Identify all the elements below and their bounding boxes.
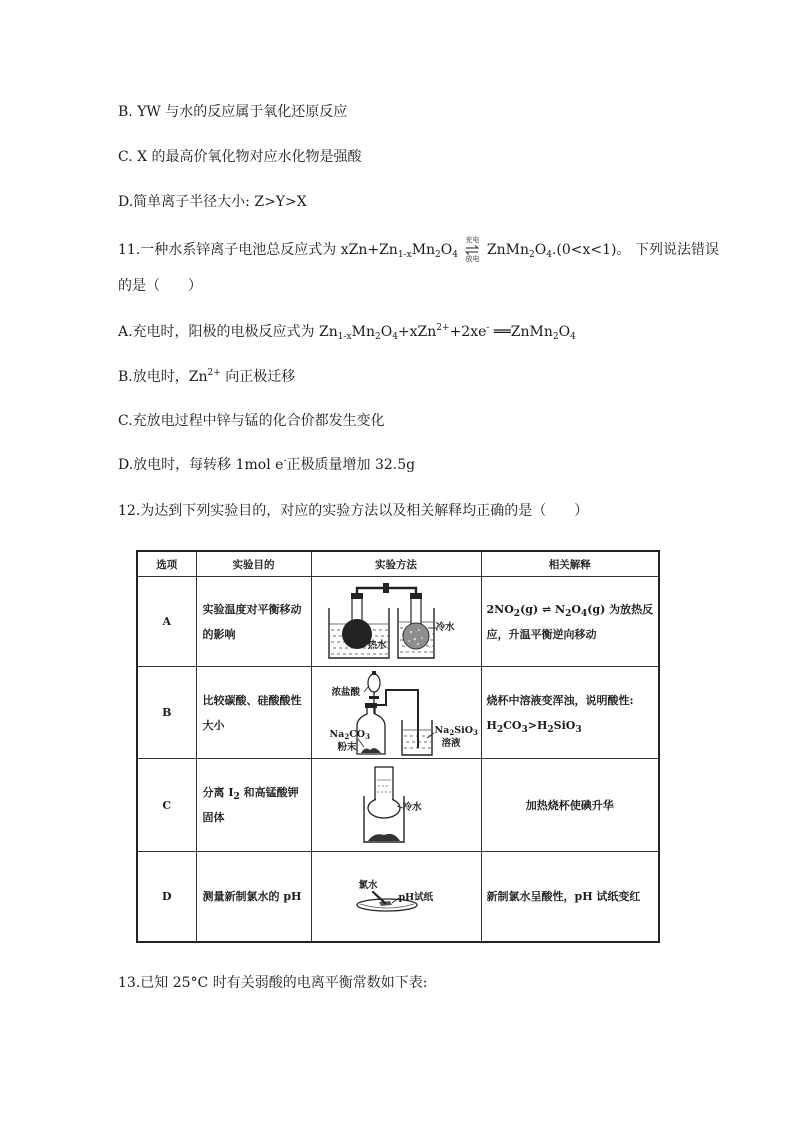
subscript: 4: [546, 250, 552, 260]
table-row: [137, 759, 659, 852]
funnel-stopcock: [369, 696, 379, 699]
subscript: 2: [529, 250, 535, 260]
row-d-explanation: 新制氯水呈酸性，pH 试纸变红: [481, 852, 659, 942]
text-segment: 正极质量增加 32.5g: [286, 457, 416, 473]
conc-hcl-label: 浓盐酸: [331, 686, 361, 698]
na2sio3-label: [435, 725, 478, 737]
text-segment: H: [486, 718, 497, 732]
text-segment: B.放电时，Zn: [118, 369, 208, 385]
row-b-option: B: [137, 667, 196, 759]
cold-water-label: 冷水: [402, 801, 422, 813]
flask-junction-cover: [376, 797, 392, 801]
row-c-method: [311, 759, 481, 852]
row-d-option: D: [137, 852, 196, 942]
subscript: 2: [374, 332, 381, 342]
q11-stem-line2: 的是（ ）: [118, 278, 202, 294]
solution-label: 溶液: [441, 737, 461, 749]
subscript: 1-x: [337, 332, 352, 342]
tube-clamp: [383, 583, 389, 593]
superscript: -: [283, 456, 287, 466]
superscript: 2+: [207, 368, 221, 378]
header-method: 实验方法: [311, 551, 481, 577]
hot-water-label: 热水: [367, 639, 387, 651]
text-segment: 向正极迁移: [220, 369, 296, 385]
hot-flask-stopper: [351, 593, 363, 599]
separatory-funnel: [368, 674, 380, 692]
row-b-purpose: [196, 667, 311, 759]
row-a-explanation-line2: 应，升温平衡逆向移动: [486, 627, 597, 641]
text-segment: O: [534, 242, 547, 258]
row-c-method-diagram: [312, 760, 482, 851]
ph-test-apparatus: [312, 852, 482, 940]
subscript: 3: [521, 724, 528, 735]
ph-paper-label: pH试纸: [398, 892, 434, 904]
header-option: 选项: [137, 551, 196, 577]
superscript: -: [486, 323, 490, 333]
table-row: [137, 667, 659, 759]
subscript: 2: [565, 608, 572, 619]
header-explanation: 相关解释: [481, 551, 659, 577]
table-row: [137, 852, 659, 942]
text-segment: 和高锰酸钾: [239, 786, 299, 799]
row-b-purpose-line1: 比较碳酸、硅酸酸性: [202, 693, 302, 707]
q11-option-a: [118, 322, 576, 342]
subscript: 4: [580, 608, 588, 619]
subscript: 2: [496, 724, 504, 735]
text-segment: O: [440, 242, 453, 258]
q11-option-b: [118, 367, 295, 387]
q11-stem-line1: [118, 235, 719, 265]
header-purpose: 实验目的: [196, 551, 311, 577]
row-a-option: A: [137, 577, 196, 667]
q11-stem-before-arrow: [118, 242, 458, 258]
acid-leader: [364, 686, 369, 692]
row-c-option: C: [137, 759, 196, 852]
charge-discharge-arrow: [463, 236, 481, 264]
experiment-table: [136, 550, 660, 943]
subscript: 2: [547, 724, 554, 735]
text-segment: 2NO: [486, 602, 514, 616]
subscript: 3: [575, 724, 582, 735]
text-segment: ══ZnMn: [489, 324, 553, 340]
sublimation-apparatus: [312, 760, 482, 851]
cold-flask-bulb: [403, 623, 429, 649]
na2co3-label: [330, 729, 370, 741]
text-segment: (g) 为放热反: [587, 602, 654, 616]
subscript: 4: [570, 332, 576, 342]
row-a-explanation: [481, 577, 659, 667]
funnel-top-stopper: [372, 671, 376, 675]
table-row: [137, 577, 659, 667]
text-segment: ZnMn: [486, 242, 530, 258]
row-d-method: [311, 852, 481, 942]
row-c-purpose-line1: [203, 780, 311, 805]
subscript: 2: [552, 332, 559, 342]
text-segment: O: [571, 602, 581, 616]
row-c-purpose-line2: 固体: [202, 811, 225, 824]
q12-stem: 12.为达到下列实验目的，对应的实验方法以及相关解释均正确的是（ ）: [118, 503, 589, 519]
subscript: 2: [435, 250, 441, 260]
subscript: 4: [392, 332, 398, 342]
row-a-purpose-line2: 的影响: [202, 627, 236, 641]
text-segment: O: [380, 324, 393, 340]
powder-label: 粉末: [337, 741, 357, 753]
q11-stem-after-arrow: [487, 242, 719, 258]
row-d-purpose: 测量新制氯水的 pH: [196, 852, 311, 942]
text-segment: A.充电时，阳极的电极反应式为 Zn: [118, 324, 338, 340]
prev-option-c: C. X 的最高价氧化物对应水化物是强酸: [118, 149, 362, 165]
text-segment: Mn: [411, 242, 436, 258]
text-segment: Na: [329, 728, 345, 740]
text-segment: >H: [527, 718, 548, 732]
solid-mixture: [368, 833, 400, 840]
row-a-explanation-line1: [487, 597, 659, 622]
prev-option-b: B. YW 与水的反应属于氧化还原反应: [118, 104, 348, 120]
q11-option-c: C.充放电过程中锌与锰的化合价都发生变化: [118, 413, 385, 429]
text-segment: O: [558, 324, 571, 340]
hot-flask-neck: [352, 598, 362, 622]
text-segment: Mn: [351, 324, 375, 340]
row-b-method-diagram: [312, 668, 482, 758]
row-a-purpose: [196, 577, 311, 667]
subscript: 2: [449, 727, 455, 737]
text-segment: Na: [434, 724, 450, 736]
text-segment: (g) ⇌ N: [520, 602, 566, 616]
bottle-stopper: [365, 703, 377, 708]
cold-flask-neck: [411, 598, 421, 624]
subscript: 2: [233, 792, 240, 802]
text-segment: .(0<x<1)。 下列说法错误: [551, 242, 719, 258]
subscript: 1-x: [397, 250, 412, 260]
text-segment: SiO: [553, 718, 576, 732]
subscript: 3: [472, 727, 478, 737]
row-b-explanation-line2: [487, 713, 659, 738]
subscript: 4: [452, 250, 458, 260]
chlorine-water-label: 氯水: [358, 880, 378, 892]
row-a-purpose-line1: 实验温度对平衡移动: [202, 602, 302, 616]
subscript: 3: [365, 731, 370, 741]
text-segment: 11.一种水系锌离子电池总反应式为 xZn+Zn: [118, 242, 398, 258]
row-d-method-diagram: [312, 852, 482, 940]
cooling-flask-neck: [375, 767, 393, 801]
charge-label: 充电: [465, 236, 480, 244]
q13-stem: 13.已知 25°C 时有关弱酸的电离平衡常数如下表:: [118, 975, 428, 991]
text-segment: +2xe: [449, 324, 487, 340]
row-a-method-diagram: [312, 578, 482, 666]
table-header-row: [137, 551, 659, 577]
text-segment: CO: [349, 728, 366, 740]
text-segment: CO: [503, 718, 522, 732]
text-segment: SiO: [454, 724, 473, 736]
row-b-explanation-line1: 烧杯中溶液变浑浊，说明酸性:: [486, 693, 634, 707]
text-segment: +xZn: [397, 324, 437, 340]
row-c-explanation: 加热烧杯使碘升华: [481, 759, 659, 852]
solution-leader: [427, 733, 434, 738]
row-b-method: [311, 667, 481, 759]
row-a-method: [311, 577, 481, 667]
cold-water-label: 冷水: [435, 621, 455, 633]
prev-option-d: D.简单离子半径大小: Z>Y>X: [118, 194, 307, 210]
text-segment: 分离 I: [202, 786, 234, 799]
subscript: 2: [344, 731, 350, 741]
reversible-arrow-icon: [465, 245, 479, 255]
cold-flask-stopper: [410, 593, 422, 599]
q11-option-d: [118, 455, 415, 475]
text-segment: D.放电时，每转移 1mol e: [118, 457, 284, 473]
superscript: 2+: [436, 323, 450, 333]
subscript: 2: [513, 608, 521, 619]
row-b-explanation: [481, 667, 659, 759]
discharge-label: 放电: [465, 255, 480, 263]
row-c-purpose: [196, 759, 311, 852]
row-b-purpose-line2: 大小: [202, 718, 225, 732]
temperature-equilibrium-apparatus: [312, 578, 482, 666]
